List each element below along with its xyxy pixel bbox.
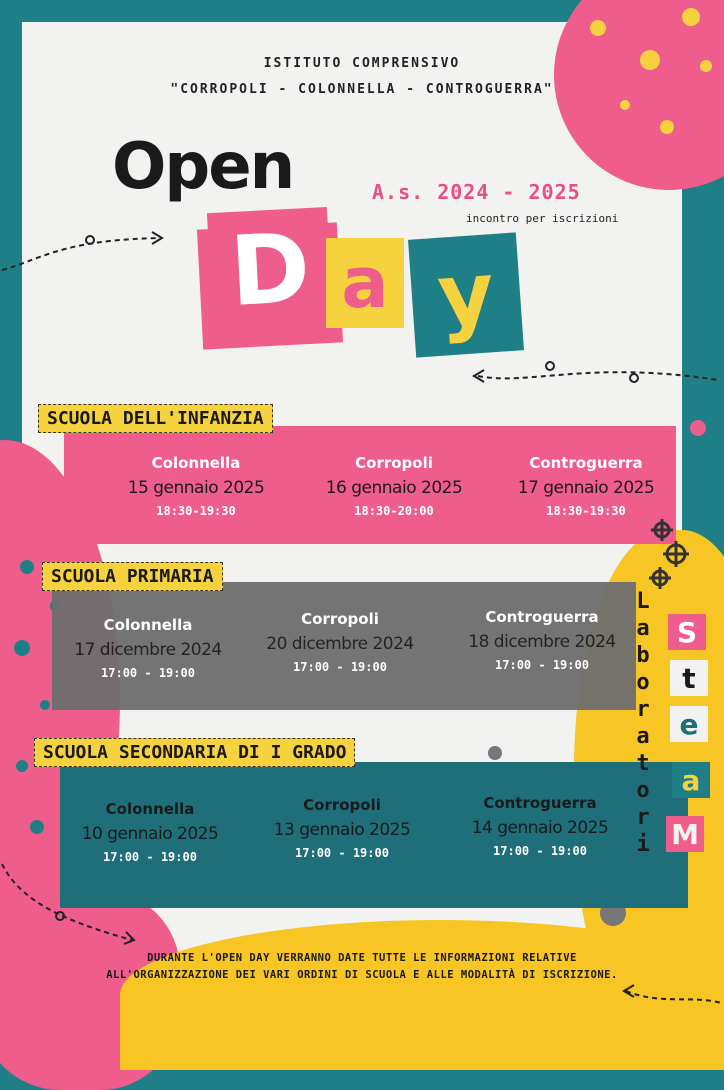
schedule-entry	[304, 454, 484, 518]
arrow-dashed-icon	[468, 356, 724, 396]
event-time: 18:30-19:30	[546, 504, 626, 518]
school-name-line1: ISTITUTO COMPRENSIVO	[263, 56, 461, 71]
town-name: Controguerra	[483, 794, 597, 812]
footer-line2: ALL'ORGANIZZAZIONE DEI VARI ORDINI DI SCUOLA E ALLE MODALITÀ DI ISCRIZIONE.	[106, 969, 618, 981]
infanzia-panel	[64, 426, 676, 544]
town-name: Colonnella	[103, 616, 193, 634]
laboratori-letter: o	[636, 670, 650, 695]
event-time: 17:00 - 19:00	[293, 660, 387, 674]
steam-letter-s: S	[668, 614, 706, 650]
event-date: 17 dicembre 2024	[74, 640, 222, 660]
laboratori-letter: a	[636, 616, 650, 641]
laboratori-letter: r	[636, 697, 650, 722]
town-name: Corropoli	[355, 454, 433, 472]
event-time: 17:00 - 19:00	[295, 846, 389, 860]
school-year: A.s. 2024 - 2025	[372, 180, 581, 204]
steam-letter-a: a	[672, 762, 710, 798]
steam-letter-e: e	[670, 706, 708, 742]
event-date: 17 gennaio 2025	[517, 478, 655, 498]
event-date: 20 dicembre 2024	[266, 634, 414, 654]
laboratori-letter: t	[636, 751, 650, 776]
section-title-primaria: SCUOLA PRIMARIA	[42, 562, 223, 591]
event-time: 18:30-19:30	[156, 504, 236, 518]
section-title-secondaria: SCUOLA SECONDARIA DI I GRADO	[34, 738, 355, 767]
event-time: 18:30-20:00	[354, 504, 434, 518]
day-letter-d: D	[207, 207, 333, 333]
town-name: Controguerra	[485, 608, 599, 626]
day-letter-y: y	[408, 232, 524, 357]
school-name-line2: "CORROPOLI - COLONNELLA - CONTROGUERRA"	[170, 82, 554, 97]
subtitle: incontro per iscrizioni	[466, 212, 619, 225]
laboratori-letter: o	[636, 778, 650, 803]
laboratori-vertical-text	[630, 588, 656, 858]
schedule-entry	[106, 454, 286, 518]
event-date: 13 gennaio 2025	[273, 820, 411, 840]
secondaria-panel	[60, 762, 688, 908]
schedule-entry	[452, 608, 632, 672]
open-title: Open	[112, 130, 294, 204]
laboratori-letter: b	[636, 643, 650, 668]
footer-line1: DURANTE L'OPEN DAY VERRANNO DATE TUTTE LE INFORMAZIONI RELATIVE	[147, 952, 577, 964]
schedule-entry	[250, 610, 430, 674]
steam-letter-t: t	[670, 660, 708, 696]
steam-letter-m: M	[666, 816, 704, 852]
town-name: Controguerra	[529, 454, 643, 472]
gears-icon	[646, 516, 692, 596]
laboratori-letter: L	[636, 589, 650, 614]
schedule-entry	[496, 454, 676, 518]
event-date: 18 dicembre 2024	[468, 632, 616, 652]
arrow-dashed-icon	[0, 220, 180, 290]
schedule-entry	[450, 794, 630, 858]
laboratori-letter: i	[636, 832, 650, 857]
town-name: Corropoli	[301, 610, 379, 628]
event-time: 17:00 - 19:00	[493, 844, 587, 858]
event-date: 16 gennaio 2025	[325, 478, 463, 498]
event-time: 17:00 - 19:00	[101, 666, 195, 680]
town-name: Colonnella	[151, 454, 241, 472]
town-name: Colonnella	[105, 800, 195, 818]
event-time: 17:00 - 19:00	[103, 850, 197, 864]
event-date: 14 gennaio 2025	[471, 818, 609, 838]
day-letter-a: a	[326, 238, 404, 328]
laboratori-letter: r	[636, 805, 650, 830]
event-date: 15 gennaio 2025	[127, 478, 265, 498]
footer-note	[30, 950, 694, 984]
schedule-entry	[58, 616, 238, 680]
laboratori-letter: a	[636, 724, 650, 749]
event-time: 17:00 - 19:00	[495, 658, 589, 672]
section-title-infanzia: SCUOLA DELL'INFANZIA	[38, 404, 273, 433]
schedule-entry	[60, 800, 240, 864]
town-name: Corropoli	[303, 796, 381, 814]
event-date: 10 gennaio 2025	[81, 824, 219, 844]
primaria-panel	[52, 582, 636, 710]
schedule-entry	[252, 796, 432, 860]
